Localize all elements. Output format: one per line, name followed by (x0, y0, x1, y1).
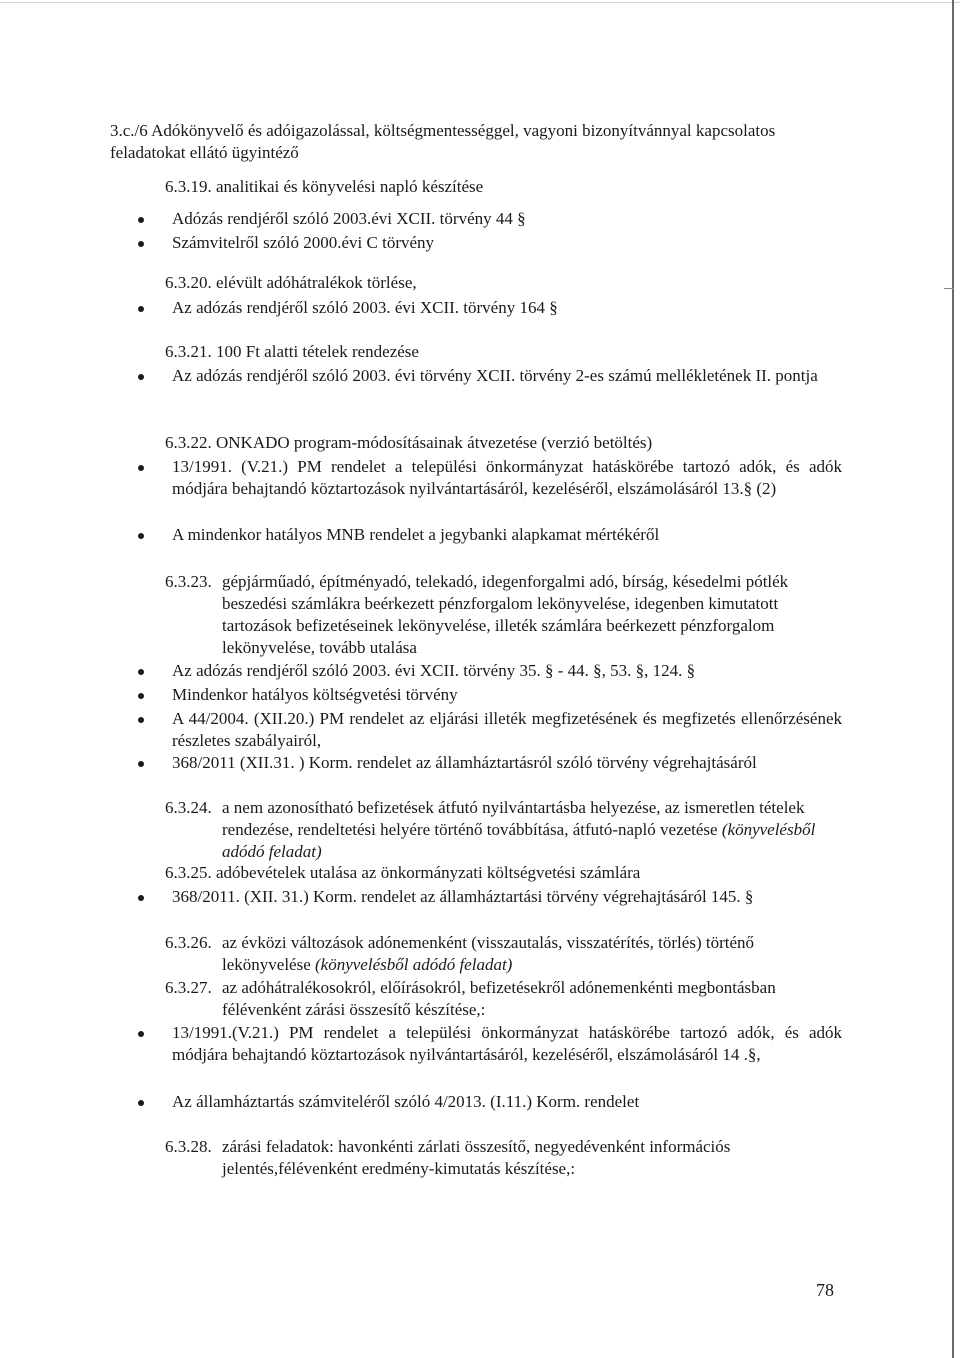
bullet-icon (138, 1100, 144, 1106)
list-item-text: Adózás rendjéről szóló 2003.évi XCII. törvény 44 § (172, 209, 526, 228)
bullet-icon (138, 241, 144, 247)
item-6-3-24-number: 6.3.24. (165, 798, 212, 817)
list-item-text: 13/1991.(V.21.) PM rendelet a települési önkormányzat hatáskörébe tartozó adók, és adók módjára behajtandó köztartozások nyilvántartásáról, kezeléséről, elszámolásáról 14 .§, (172, 1023, 842, 1064)
list-item-text: 13/1991. (V.21.) PM rendelet a települési önkormányzat hatáskörébe tartozó adók, és adók módjára behajtandó köztartozások nyilvántartásáról, kezeléséről, elszámolásáról 13.§ (2) (172, 457, 842, 498)
bullet-icon (138, 693, 144, 699)
list-item-text: 368/2011. (XII. 31.) Korm. rendelet az államháztartási törvény végrehajtásáról 145. § (172, 887, 754, 906)
list-item-text: Az államháztartás számviteléről szóló 4/2013. (I.11.) Korm. rendelet (172, 1092, 640, 1111)
list-item-text: Az adózás rendjéről szóló 2003. évi törvény XCII. törvény 2-es számú mellékletének II. pontja (172, 366, 818, 385)
scan-edge-tick (944, 288, 954, 289)
item-6-3-19-title: 6.3.19. analitikai és könyvelési napló készítése (165, 177, 484, 196)
list-item-text: Az adózás rendjéről szóló 2003. évi XCII. törvény 35. § - 44. §, 53. §, 124. § (172, 661, 696, 680)
item-6-3-23-text: gépjárműadó, építményadó, telekadó, idegenforgalmi adó, bírság, késedelmi pótlék beszedési számlákra beérkezett pénzforgalom lekönyvelése, idegenben kimutatott tartozások befizetéseinek lekönyvelése, illeték számlára beérkezett pénzforgalom lekönyvelése, tovább utalása (222, 572, 789, 657)
item-6-3-20-title: 6.3.20. elévült adóhátralékok törlése, (165, 273, 417, 292)
item-6-3-22-title: 6.3.22. ONKADO program-módosításainak átvezetése (verzió betöltés) (165, 433, 653, 452)
list-item-text: Az adózás rendjéről szóló 2003. évi XCII. törvény 164 § (172, 298, 558, 317)
item-6-3-26-number: 6.3.26. (165, 933, 212, 952)
section-heading: 3.c./6 Adókönyvelő és adóigazolással, költségmentességgel, vagyoni bizonyítvánnyal kapcsolatos feladatokat ellátó ügyintéző (110, 121, 776, 162)
item-6-3-26-text: az évközi változások adónemenként (visszautalás, visszatérítés, törlés) történő lekönyvelése (222, 933, 755, 974)
bullet-icon (138, 533, 144, 539)
bullet-icon (138, 1031, 144, 1037)
bullet-icon (138, 306, 144, 312)
list-item-text: Számvitelről szóló 2000.évi C törvény (172, 233, 435, 252)
item-6-3-27-text: az adóhátralékosokról, előírásokról, befizetésekről adónemenkénti megbontásban félévenként zárási összesítő készítése,: (222, 978, 776, 1019)
page-number: 78 (816, 1280, 834, 1300)
list-item-text: Mindenkor hatályos költségvetési törvény (172, 685, 458, 704)
item-6-3-24-note: (könyvelésből adódó feladat) (222, 820, 816, 861)
list-item-text: 368/2011 (XII.31. ) Korm. rendelet az államháztartásról szóló törvény végrehajtásáról (172, 753, 757, 772)
item-6-3-21-title: 6.3.21. 100 Ft alatti tételek rendezése (165, 342, 419, 361)
item-6-3-26-note: (könyvelésből adódó feladat) (315, 955, 513, 974)
scan-edge-top (0, 2, 960, 3)
bullet-icon (138, 761, 144, 767)
item-6-3-27-number: 6.3.27. (165, 978, 212, 997)
bullet-icon (138, 465, 144, 471)
list-item-text: A mindenkor hatályos MNB rendelet a jegybanki alapkamat mértékéről (172, 525, 660, 544)
bullet-icon (138, 669, 144, 675)
item-6-3-26-paragraph (222, 932, 822, 976)
item-6-3-24-paragraph (222, 797, 832, 863)
item-6-3-25-title: 6.3.25. adóbevételek utalása az önkormányzati költségvetési számlára (165, 863, 641, 882)
bullet-icon (138, 217, 144, 223)
item-6-3-28-text: zárási feladatok: havonkénti zárlati összesítő, negyedévenként információs jelentés,félévenként eredmény-kimutatás készítése,: (222, 1137, 731, 1178)
bullet-icon (138, 717, 144, 723)
bullet-icon (138, 374, 144, 380)
item-6-3-24-text: a nem azonosítható befizetések átfutó nyilvántartásba helyezése, az ismeretlen tételek rendezése, rendeltetési helyére történő továbbítása, átfutó-napló vezetése (222, 798, 805, 839)
scan-edge-right (952, 0, 954, 1358)
item-6-3-23-number: 6.3.23. (165, 572, 212, 591)
list-item-text: A 44/2004. (XII.20.) PM rendelet az eljárási illeték megfizetésének és megfizetés ellenőrzésének részletes szabályairól, (172, 709, 842, 750)
bullet-icon (138, 895, 144, 901)
item-6-3-28-number: 6.3.28. (165, 1137, 212, 1156)
